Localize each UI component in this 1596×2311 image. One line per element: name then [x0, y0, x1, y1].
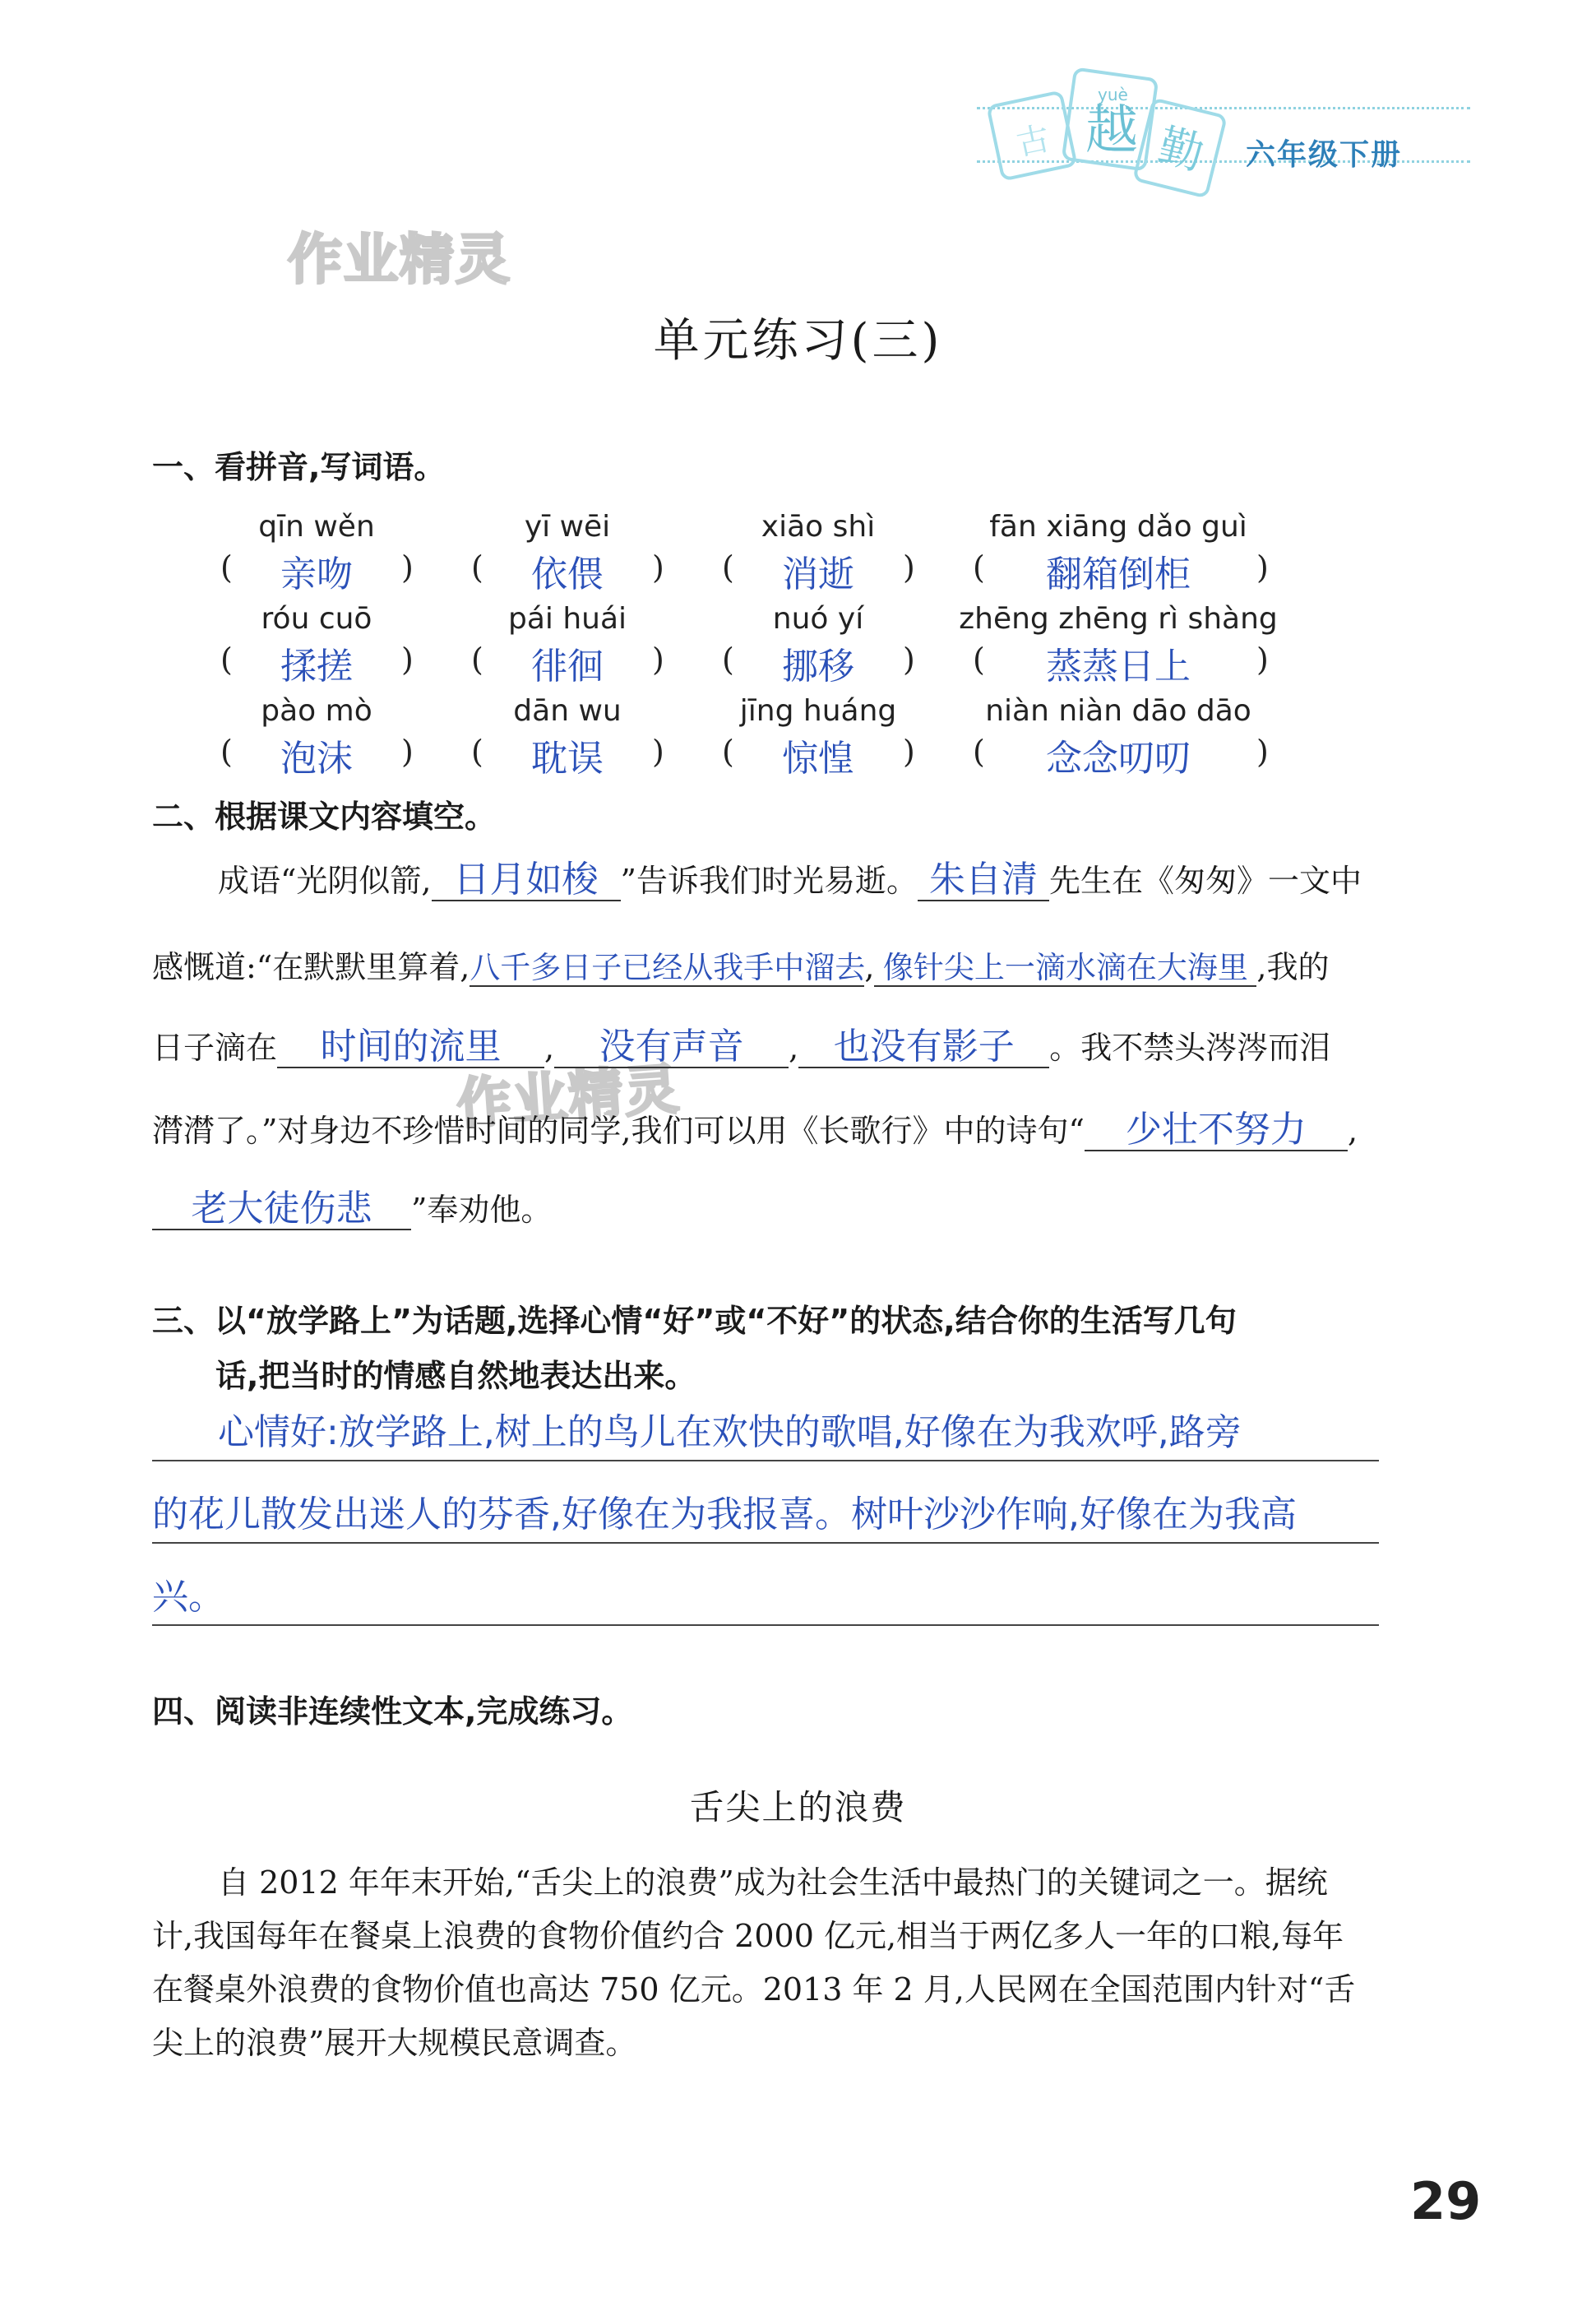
right-paren: ) — [1256, 641, 1269, 678]
pinyin-label: róu cuō — [261, 602, 372, 636]
text: 成语“光阴似箭, — [218, 863, 432, 899]
pinyin-label: zhēng zhēng rì shàng — [959, 602, 1278, 636]
blank-answer: 也没有影子 — [798, 1027, 1049, 1068]
text: 。我不禁头涔涔而泪 — [1049, 1030, 1331, 1066]
left-paren: ( — [722, 641, 734, 678]
answer-word: 泡沫 — [280, 738, 353, 780]
pinyin-label: niàn niàn dāo dāo — [985, 694, 1251, 728]
answer-word: 翻箱倒柜 — [1046, 553, 1191, 595]
answer-word: 蒸蒸日上 — [1046, 646, 1191, 688]
left-paren: ( — [471, 549, 483, 586]
left-paren: ( — [220, 641, 233, 678]
grade-label: 六年级下册 — [1246, 138, 1403, 172]
logo-char-3: 勤 — [1153, 118, 1210, 181]
pinyin-label: dān wu — [513, 694, 622, 728]
left-paren: ( — [471, 641, 483, 678]
right-paren: ) — [1256, 734, 1269, 770]
text: ”告诉我们时光易逝。 — [620, 863, 918, 899]
fill-line-5 — [152, 1184, 552, 1230]
pinyin-label: jīng huáng — [739, 694, 897, 728]
section4-heading: 四、阅读非连续性文本,完成练习。 — [152, 1693, 633, 1730]
section3-heading-line2: 话,把当时的情感自然地表达出来。 — [215, 1358, 696, 1394]
reading-title: 舌尖上的浪费 — [689, 1787, 907, 1827]
logo-stamp-icon — [978, 49, 1233, 230]
fill-line-1 — [218, 855, 1362, 901]
answer-word: 惊惶 — [782, 738, 854, 780]
page-title: 单元练习(三) — [653, 314, 943, 368]
text: , — [544, 1030, 555, 1066]
pinyin-label: qīn wěn — [258, 510, 375, 544]
logo-char-1: 古 — [1013, 119, 1053, 164]
text: , — [1347, 1113, 1358, 1149]
paragraph-line: 尖上的浪费”展开大规模民意调查。 — [152, 2025, 637, 2061]
text: ”奉劝他。 — [411, 1192, 553, 1228]
section1-heading: 一、看拼音,写词语。 — [152, 449, 446, 485]
watermark: 作业精灵 — [455, 1057, 682, 1137]
left-paren: ( — [722, 734, 734, 770]
answer-line-3: 兴。 — [152, 1567, 1379, 1626]
text: 日子滴在 — [152, 1030, 278, 1066]
logo-char-2: 越 — [1085, 100, 1138, 161]
right-paren: ) — [903, 549, 915, 586]
paragraph-line: 自 2012 年年末开始,“舌尖上的浪费”成为社会生活中最热门的关键词之一。据统 — [218, 1864, 1328, 1901]
fill-line-2 — [152, 942, 1330, 987]
answer-word: 耽误 — [531, 738, 604, 780]
answer-word: 徘徊 — [531, 646, 604, 688]
right-paren: ) — [401, 641, 414, 678]
left-paren: ( — [973, 549, 985, 586]
pinyin-label: pào mò — [261, 694, 372, 728]
section3-heading-line1: 三、以“放学路上”为话题,选择心情“好”或“不好”的状态,结合你的生活写几句 — [152, 1303, 1237, 1339]
right-paren: ) — [401, 734, 414, 770]
text: , — [864, 949, 875, 985]
pinyin-label: fān xiāng dǎo guì — [989, 510, 1247, 544]
paragraph-line: 计,我国每年在餐桌上浪费的食物价值约合 2000 亿元,相当于两亿多人一年的口粮,每年 — [152, 1918, 1344, 1954]
answer-line-1: 心情好:放学路上,树上的鸟儿在欢快的歌唱,好像在为我欢呼,路旁 — [152, 1402, 1379, 1461]
text: 先生在《匆匆》一文中 — [1048, 863, 1362, 899]
right-paren: ) — [903, 734, 915, 770]
page-number: 29 — [1410, 2171, 1482, 2231]
answer-word: 念念叨叨 — [1046, 738, 1191, 780]
text: , — [789, 1030, 799, 1066]
text: 感慨道:“在默默里算着, — [152, 949, 470, 985]
pinyin-label: yī wēi — [524, 510, 611, 544]
blank-answer: 朱自清 — [918, 860, 1049, 901]
left-paren: ( — [220, 734, 233, 770]
fill-line-4 — [152, 1105, 1358, 1151]
right-paren: ) — [903, 641, 915, 678]
watermark: 作业精灵 — [288, 228, 511, 291]
right-paren: ) — [1256, 549, 1269, 586]
blank-answer: 像针尖上一滴水滴在大海里 — [874, 952, 1256, 987]
pinyin-label: xiāo shì — [761, 510, 876, 544]
blank-answer: 老大徒伤悲 — [152, 1189, 411, 1230]
answer-word: 消逝 — [782, 553, 854, 595]
left-paren: ( — [220, 549, 233, 586]
blank-answer: 日月如梭 — [432, 860, 621, 901]
text: ,我的 — [1256, 949, 1330, 985]
blank-answer: 八千多日子已经从我手中溜去 — [470, 950, 866, 985]
answer-word: 挪移 — [782, 646, 854, 688]
left-paren: ( — [722, 549, 734, 586]
fill-line-3 — [152, 1022, 1330, 1068]
left-paren: ( — [471, 734, 483, 770]
pinyin-label: pái huái — [507, 602, 627, 636]
right-paren: ) — [652, 734, 664, 770]
blank-answer: 少壮不努力 — [1085, 1110, 1348, 1151]
right-paren: ) — [652, 641, 664, 678]
blank-answer: 没有声音 — [554, 1027, 789, 1068]
right-paren: ) — [401, 549, 414, 586]
answer-word: 亲吻 — [280, 553, 353, 595]
blank-answer: 时间的流里 — [277, 1027, 544, 1068]
paragraph-line: 在餐桌外浪费的食物价值也高达 750 亿元。2013 年 2 月,人民网在全国范围内针对“舌 — [152, 1971, 1356, 2008]
answer-word: 揉搓 — [280, 646, 353, 688]
logo-pinyin: yuè — [1098, 85, 1128, 104]
left-paren: ( — [973, 641, 985, 678]
text: 潸潸了。”对身边不珍惜时间的同学,我们可以用《长歌行》中的诗句“ — [152, 1113, 1085, 1149]
left-paren: ( — [973, 734, 985, 770]
right-paren: ) — [652, 549, 664, 586]
section2-heading: 二、根据课文内容填空。 — [152, 799, 497, 835]
pinyin-label: nuó yí — [772, 602, 864, 636]
answer-line-2: 的花儿散发出迷人的芬香,好像在为我报喜。树叶沙沙作响,好像在为我高 — [152, 1484, 1379, 1544]
answer-word: 依偎 — [531, 553, 604, 595]
